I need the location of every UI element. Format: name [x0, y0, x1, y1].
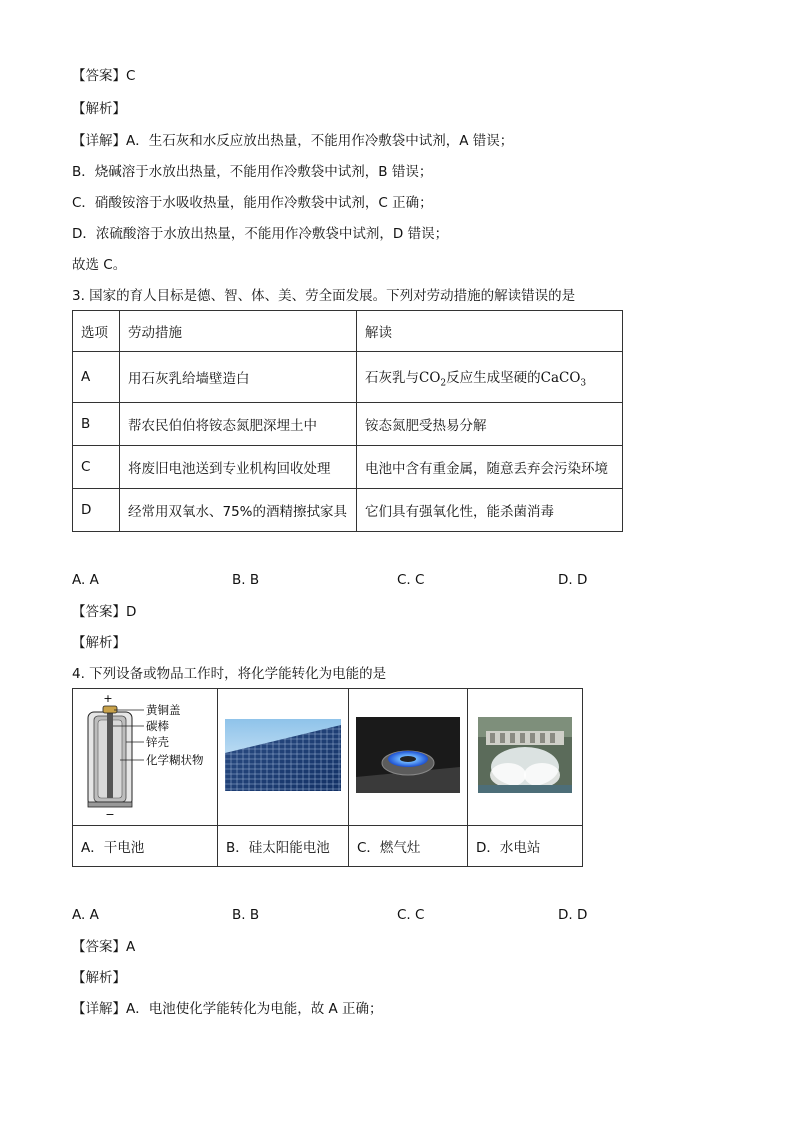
q4-detail-a: 【详解】A．电池使化学能转化为电能，故 A 正确；	[72, 1001, 383, 1017]
row-option: D	[73, 489, 120, 532]
q4-option-b: B. B	[232, 907, 260, 923]
header-interpretation: 解读	[357, 311, 623, 352]
table-header-row	[73, 311, 623, 352]
q3-option-a: A. A	[72, 572, 99, 588]
q2-conclusion: 故选 C。	[72, 257, 127, 273]
gas-stove-image	[356, 717, 460, 793]
label-carbon-rod: 碳棒	[146, 719, 169, 733]
q3-option-b: B. B	[232, 572, 260, 588]
q2-analysis-label: 【解析】	[72, 101, 126, 117]
q2-answer: 【答案】C	[72, 68, 136, 84]
row-interpretation: 电池中含有重金属，随意丢弃会污染环境	[357, 446, 623, 489]
q4-answer: 【答案】A	[72, 939, 136, 955]
table-row	[73, 352, 623, 403]
q3-analysis-label: 【解析】	[72, 635, 126, 651]
row-measure: 经常用双氧水、75%的酒精擦拭家具	[120, 489, 357, 532]
hydropower-station-image	[478, 717, 572, 793]
q3-table	[72, 310, 623, 532]
q2-detail-b: B．烧碱溶于水放出热量，不能用作冷敷袋中试剂，B 错误；	[72, 164, 433, 180]
label-zinc-shell: 锌壳	[146, 735, 169, 749]
q3-option-c: C. C	[397, 572, 425, 588]
label-chemical-paste: 化学糊状物	[146, 753, 204, 767]
q2-detail-c: C．硝酸铵溶于水吸收热量，能用作冷敷袋中试剂，C 正确；	[72, 195, 433, 211]
header-measure: 劳动措施	[120, 311, 357, 352]
row-option: A	[73, 352, 120, 403]
q3-stem: 3. 国家的育人目标是德、智、体、美、劳全面发展。下列对劳动措施的解读错误的是	[72, 288, 576, 304]
formula-co2: $CO_2$	[419, 369, 447, 389]
table-row	[73, 446, 623, 489]
q3-option-d: D. D	[558, 572, 588, 588]
solar-panel-image	[225, 719, 341, 791]
header-option: 选项	[73, 311, 120, 352]
hydropower-image-cell	[468, 689, 583, 826]
caption-c: C．燃气灶	[349, 826, 468, 867]
q4-option-c: C. C	[397, 907, 425, 923]
row-measure: 用石灰乳给墙壁造白	[120, 352, 357, 403]
q4-option-a: A. A	[72, 907, 99, 923]
table-row	[73, 403, 623, 446]
q4-analysis-label: 【解析】	[72, 970, 126, 986]
dry-cell-diagram	[74, 690, 216, 820]
row-option: B	[73, 403, 120, 446]
table-row	[73, 489, 623, 532]
label-brass-cap: 黄铜盖	[146, 703, 181, 717]
row-interpretation: 铵态氮肥受热易分解	[357, 403, 623, 446]
q2-detail-d: D．浓硫酸溶于水放出热量，不能用作冷敷袋中试剂，D 错误；	[72, 226, 449, 242]
q4-figure-table	[72, 688, 583, 867]
dry-cell-diagram-cell	[73, 689, 218, 826]
row-interpretation: 它们具有强氧化性，能杀菌消毒	[357, 489, 623, 532]
solar-panel-image-cell	[218, 689, 349, 826]
q2-detail-a: 【详解】A．生石灰和水反应放出热量，不能用作冷敷袋中试剂，A 错误；	[72, 133, 514, 149]
q4-picture-row	[73, 689, 583, 826]
row-interpretation: 石灰乳与$CO_2$反应生成坚硬的CaCO$_3$	[357, 352, 623, 403]
row-measure: 将废旧电池送到专业机构回收处理	[120, 446, 357, 489]
formula-caco3: CaCO$_3$	[540, 369, 587, 389]
row-measure: 帮农民伯伯将铵态氮肥深埋土中	[120, 403, 357, 446]
row-option: C	[73, 446, 120, 489]
caption-a: A．干电池	[73, 826, 218, 867]
caption-d: D．水电站	[468, 826, 583, 867]
q4-option-d: D. D	[558, 907, 588, 923]
q4-stem: 4. 下列设备或物品工作时，将化学能转化为电能的是	[72, 666, 387, 682]
battery-plus-sign: +	[103, 692, 113, 705]
q4-caption-row	[73, 826, 583, 867]
battery-minus-sign: −	[105, 808, 115, 820]
q3-answer: 【答案】D	[72, 604, 137, 620]
gas-stove-image-cell	[349, 689, 468, 826]
caption-b: B．硅太阳能电池	[218, 826, 349, 867]
